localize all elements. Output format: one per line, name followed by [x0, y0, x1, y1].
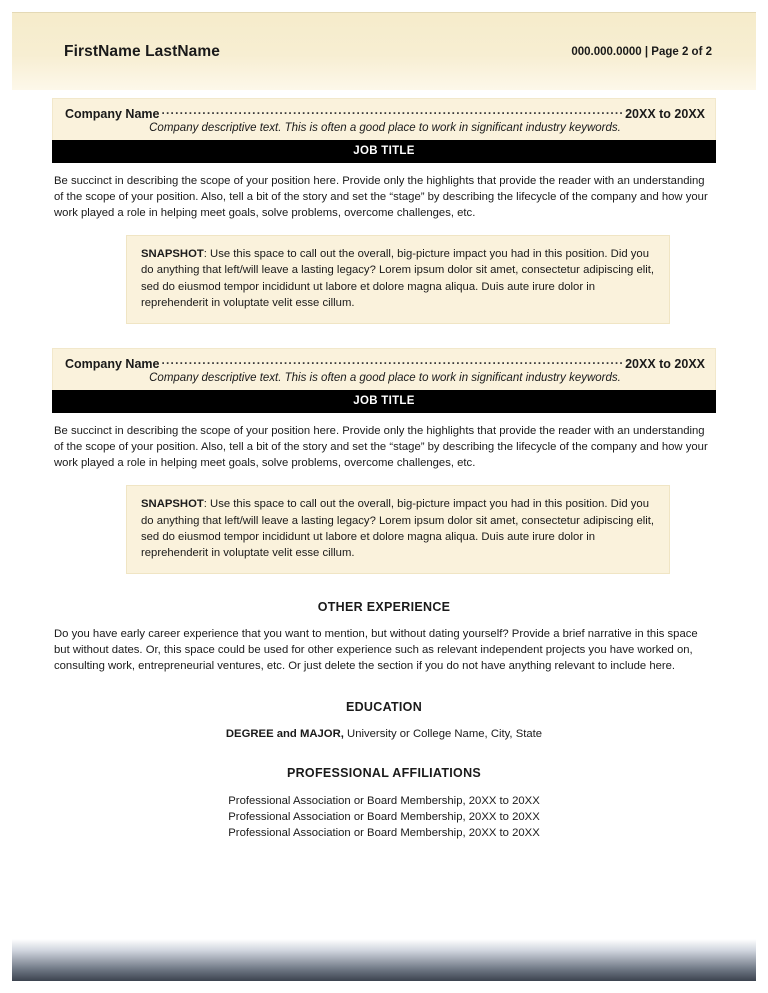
section-spacer — [52, 324, 716, 348]
snapshot-text: : Use this space to call out the overall, big-picture impact you had in this position. Did you do anything that left/will leave a lasting legacy? Lorem ipsum dolor sit amet, consectetur adipiscing elit, sed do eiusmod tempor incididunt ut labore et dolore magna aliqua. Duis aute irure dolor in reprehenderit in voluptate velit esse cillum. — [141, 248, 655, 309]
company-description: Company descriptive text. This is often a good place to work in significant industry keywords. — [149, 372, 621, 385]
company-name: Company Name — [65, 107, 160, 121]
snapshot-box — [126, 485, 670, 574]
job-paragraph: Be succinct in describing the scope of your position here. Provide only the highlights that provide the reader with an understanding of the scope of your position. Also, tell a bit of the story and set the “stage” by describing the lifecycle of the company and how your work played a role in helping meet goals, solve problems, overcome challenges, etc. — [54, 175, 708, 220]
affiliations-list — [52, 794, 716, 841]
company-description: Company descriptive text. This is often a good place to work in significant industry keywords. — [149, 122, 621, 134]
list-item: Professional Association or Board Membership, 20XX to 20XX — [228, 826, 540, 839]
affiliations-heading: PROFESSIONAL AFFILIATIONS — [286, 766, 482, 781]
list-item: Professional Association or Board Membership, 20XX to 20XX — [228, 795, 540, 808]
header-contact-and-page: 000.000.0000 | Page 2 of 2 — [571, 45, 712, 58]
snapshot-label: SNAPSHOT — [141, 248, 204, 261]
company-dates: 20XX to 20XX — [625, 357, 705, 372]
education-heading: EDUCATION — [345, 700, 423, 715]
company-dates: 20XX to 20XX — [625, 107, 705, 121]
resume-content — [52, 98, 716, 841]
company-header — [52, 348, 716, 390]
education-entry — [52, 728, 716, 740]
job-title-bar: JOB TITLE — [52, 140, 716, 163]
dot-leader — [161, 355, 623, 368]
job-entry — [52, 348, 716, 574]
job-paragraph: Be succinct in describing the scope of your position here. Provide only the highlights that provide the reader with an understanding of the scope of your position. Also, tell a bit of the story and set the “stage” by describing the lifecycle of the company and how your work played a role in helping meet goals, solve problems, overcome challenges, etc. — [54, 425, 708, 470]
education-school: University or College Name, City, State — [343, 728, 543, 741]
list-item: Professional Association or Board Membership, 20XX to 20XX — [228, 810, 540, 823]
job-title-bar: JOB TITLE — [52, 390, 716, 413]
company-header — [52, 98, 716, 140]
snapshot-label: SNAPSHOT — [141, 498, 204, 511]
job-entry — [52, 98, 716, 324]
snapshot-text: : Use this space to call out the overall, big-picture impact you had in this position. Did you do anything that left/will leave a lasting legacy? Lorem ipsum dolor sit amet, consectetur adipiscing elit, sed do eiusmod tempor incididunt ut labore et dolore magna aliqua. Duis aute irure dolor in reprehenderit in voluptate velit esse cillum. — [141, 498, 655, 560]
company-row — [65, 355, 705, 371]
company-name: Company Name — [65, 357, 160, 372]
page-header — [12, 12, 756, 90]
education-degree: DEGREE and MAJOR, — [225, 728, 344, 741]
other-experience-heading: OTHER EXPERIENCE — [317, 600, 451, 615]
footer-decorative-bar — [12, 939, 756, 981]
other-experience-paragraph: Do you have early career experience that you want to mention, but without dating yourself? Provide a brief narrative in this space but without dates. Or, this space could be used for other experience such as relevant independent projects you have worked on, consulting work, entrepreneurial ventures, etc. Or just delete the section if you do not have anything relevant to include here. — [54, 628, 698, 673]
snapshot-box — [126, 235, 670, 324]
dot-leader — [161, 105, 623, 118]
company-row — [65, 105, 705, 121]
header-candidate-name: FirstName LastName — [64, 42, 220, 60]
